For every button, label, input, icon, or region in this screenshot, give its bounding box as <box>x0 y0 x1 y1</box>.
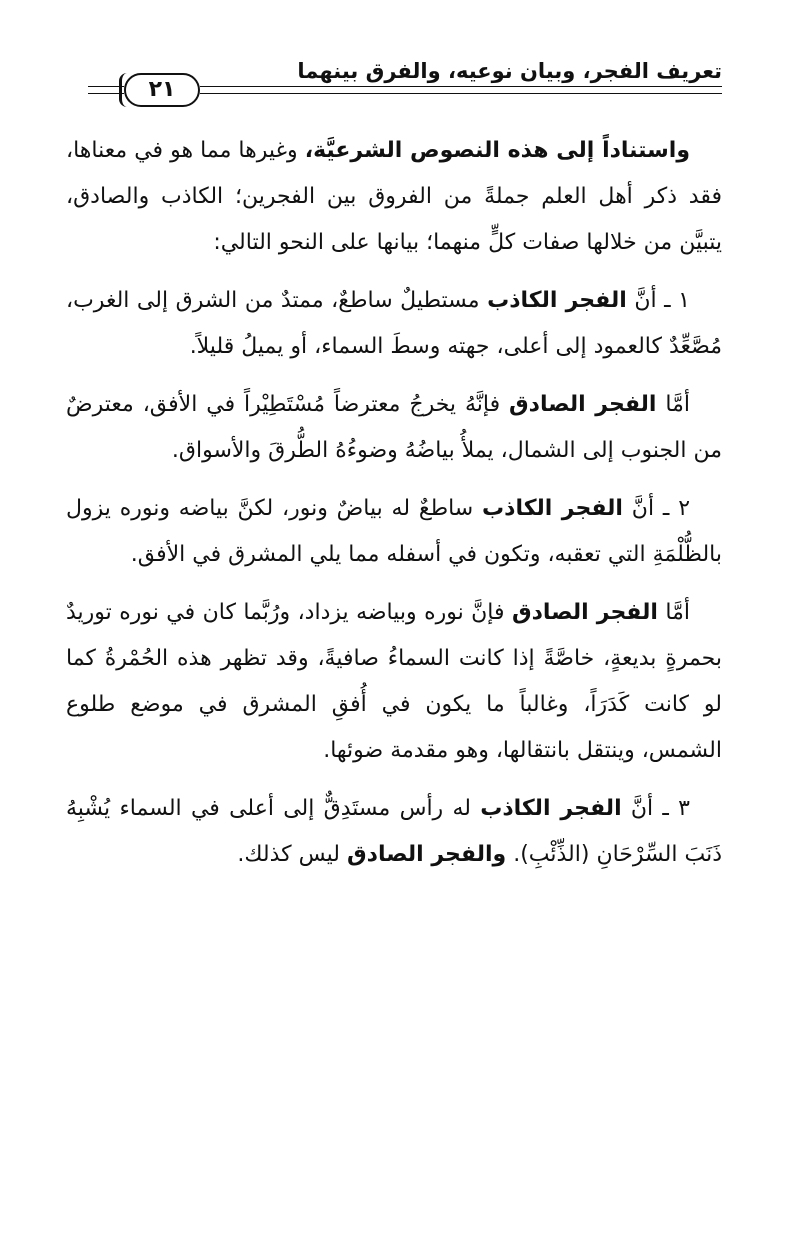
paragraph-intro <box>66 128 722 266</box>
bold-term: والفجر الصادق <box>346 842 507 867</box>
text-run: ٢ ـ أنَّ <box>622 496 691 521</box>
text-run: ليس كذلك. <box>237 842 347 867</box>
bold-term: الفجر الصادق <box>511 600 658 625</box>
text-run: وغيرها مما هو في معناها، فقد ذكر أهل العلم جملةً من الفروق بين الفجرين؛ الكاذب والصادق، يتبيَّن من خلالها صفات كلٍّ منهما؛ بيانها على النحو التالي: <box>66 138 722 255</box>
text-run: فإنَّهُ يخرجُ معترضاً مُسْتَطِيْراً في الأفق، معترضٌ من الجنوب إلى الشمال، يملأُ بياضُهُ وضوءُهُ الطُّرقَ والأسواق. <box>66 392 722 463</box>
paragraph-point-1-false-dawn <box>66 278 722 370</box>
bold-term: الفجر الصادق <box>509 392 657 417</box>
paragraph-point-1-true-dawn <box>66 382 722 474</box>
text-run: مستطيلٌ ساطعٌ، ممتدٌ من الشرق إلى الغرب، مُصَّعِّدٌ كالعمود إلى أعلى، جهته وسطَ السماء، أو يميلُ قليلاً. <box>66 288 722 359</box>
page-number: ٢١ <box>124 73 200 107</box>
paragraph-point-2-false-dawn <box>66 486 722 578</box>
header-double-rule <box>200 86 722 94</box>
text-run: فإنَّ نوره وبياضه يزداد، ورُبَّما كان في نوره توريدٌ بحمرةٍ بديعةٍ، خاصَّةً إذا كانت السماءُ صافيةً، وقد تظهر هذه الحُمْرةُ كما لو كانت كَدَرَاً، وغالباً ما يكون في أُفقِ المشرق في موضع طلوع الشمس، وينتقل بانتقالها، وهو مقدمة ضوئها. <box>66 600 722 763</box>
bold-term: الفجر الكاذب <box>480 796 622 821</box>
text-run: له رأس مستَدِقٌّ إلى أعلى في السماء يُشْبِهُ ذَنَبَ السِّرْحَانِ (الذِّئْبِ). <box>66 796 722 867</box>
paragraph-point-2-true-dawn <box>66 590 722 774</box>
running-title: تعريف الفجر، وبيان نوعيه، والفرق بينهما <box>297 59 722 83</box>
text-run: ١ ـ أنَّ <box>626 288 690 313</box>
text-run: أمَّا <box>656 392 690 417</box>
bold-term: الفجر الكاذب <box>487 288 627 313</box>
text-run: ٣ ـ أنَّ <box>621 796 690 821</box>
paragraph-point-3 <box>66 786 722 878</box>
text-run: أمَّا <box>657 600 690 625</box>
bold-term: الفجر الكاذب <box>482 496 623 521</box>
text-run: ساطعٌ له بياضٌ ونور، لكنَّ بياضه ونوره يزول بالظُّلْمَةِ التي تعقبه، وتكون في أسفله مما يلي المشرق في الأفق. <box>66 496 722 567</box>
bold-phrase: واستناداً إلى هذه النصوص الشرعيَّة، <box>304 138 690 163</box>
body-text <box>66 128 722 890</box>
